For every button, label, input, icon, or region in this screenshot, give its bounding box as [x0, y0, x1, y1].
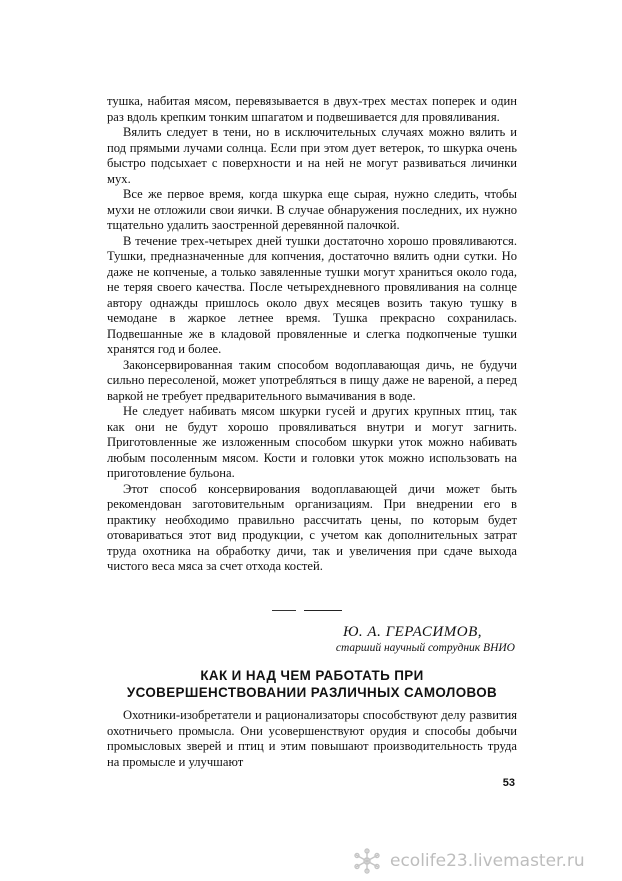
paragraph: Законсервированная таким способом водоплавающая дичь, не будучи сильно пересоленой, может употребляться в пищу даже не вареной, а перед варкой не требует предварительного вымачивания в воде.: [107, 357, 517, 403]
paragraph: Этот способ консервирования водоплавающей дичи может быть рекомендован заготовительным организациям. При внедрении его в практику необходимо правильно рассчитать цены, по которым будет отовариваться этот вид продукции, с учетом как дополнительных затрат труда охотника на обработку дичи, так и увеличения при сдаче выхода чистого веса мяса за счет отхода костей.: [107, 481, 517, 573]
watermark-text: ecolife23.livemaster.ru: [390, 851, 585, 871]
article-body: [107, 708, 517, 770]
page-number: 53: [502, 777, 515, 789]
heading-line: УСОВЕРШЕНСТВОВАНИИ РАЗЛИЧНЫХ САМОЛОВОВ: [126, 685, 498, 700]
paragraph: Охотники-изобретатели и рационализаторы способствуют делу развития охотничьего промысла. Они усовершенствуют орудия и способы добычи промысловых зверей и птиц и этим повышают производительность труда на промысле и улучшают: [107, 708, 517, 769]
divider-line: [304, 610, 342, 611]
article-heading: [107, 667, 517, 701]
paragraph: Все же первое время, когда шкурка еще сырая, нужно следить, чтобы мухи не отложили свои яички. В случае обнаружения последних, их нужно тщательно удалить заостренной деревянной палочкой.: [107, 187, 517, 232]
section-divider: [272, 606, 342, 616]
paragraph: Вялить следует в тени, но в исключительных случаях можно вялить и под прямыми лучами солнца. Если при этом дует ветерок, то шкурка очень быстро подсыхает с поверхности и на ней не могут развиваться личинки мух.: [107, 125, 517, 186]
snowflake-flower-icon: [350, 848, 384, 874]
heading-line: КАК И НАД ЧЕМ РАБОТАТЬ ПРИ: [200, 668, 424, 683]
watermark: [350, 848, 585, 874]
author-name: Ю. А. ГЕРАСИМОВ,: [342, 624, 482, 640]
paragraph: В течение трех-четырех дней тушки достаточно хорошо провяливаются. Тушки, предназначенные для копчения, достаточно вялить одни сутки. Но даже не копченые, а только завяленные тушки могут храниться около года, не теряя своего качества. После четырехдневного провяливания на солнце автору однажды пришлось около двух месяцев возить такую тушку в чемодане в жаркое летнее время. Тушка прекрасно сохранилась. Подвешанные же в кладовой провяленные и слегка подкопченые тушки хранятся год и более.: [107, 233, 517, 356]
main-text: [107, 94, 517, 575]
divider-dash: [272, 610, 296, 611]
paragraph: Не следует набивать мясом шкурки гусей и других крупных птиц, так как они не будут хорошо провяливаться внутри и могут загнить. Приготовленные же изложенным способом шкурки уток можно набивать любым посоленным мясом. Кости и головки уток можно использовать на приготовление бульона.: [107, 404, 517, 480]
author-position: старший научный сотрудник ВНИО: [335, 642, 515, 654]
paragraph: тушка, набитая мясом, перевязывается в двух-трех местах поперек и один раз вдоль крепким тонким шпагатом и подвешивается для провяливания.: [107, 94, 517, 124]
